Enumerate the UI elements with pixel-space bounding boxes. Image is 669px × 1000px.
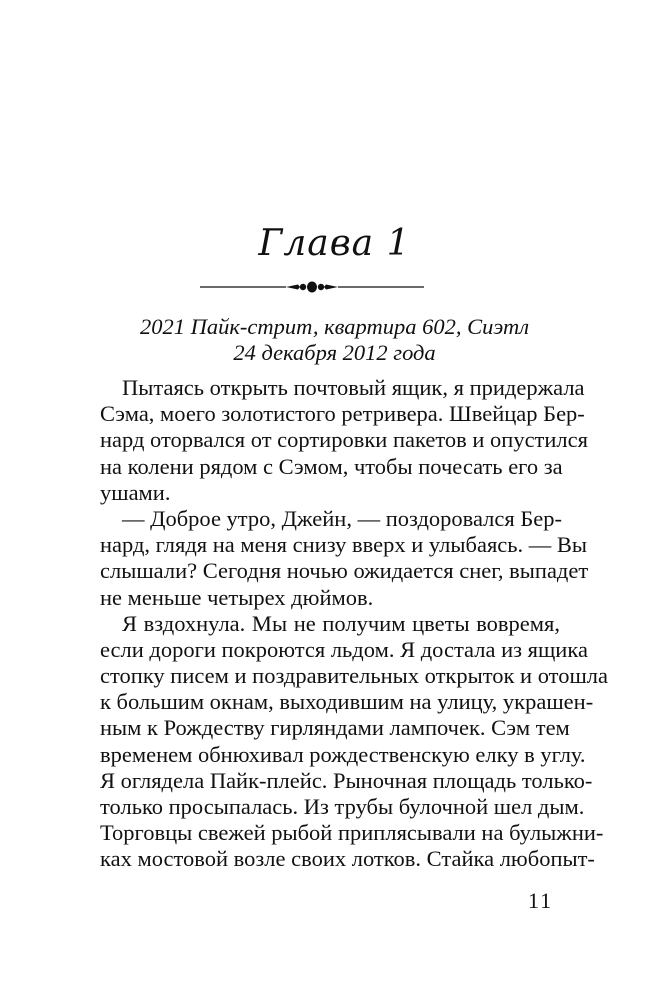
text-line: ушами. xyxy=(100,479,171,505)
ornament-divider xyxy=(200,278,424,296)
text-line: ным к Рождеству гирляндами лампочек. Сэм тем xyxy=(100,715,570,741)
text-line: стопку писем и поздравительных открыток и отошла xyxy=(100,663,608,689)
text-line: Сэма, моего золотистого ретривера. Швейцар Бер- xyxy=(100,401,585,427)
text-line: только просыпалась. Из трубы булочной шел дым. xyxy=(100,794,585,819)
text-line: на колени рядом с Сэмом, чтобы почесать его за xyxy=(100,453,563,479)
text-line: нард, глядя на меня снизу вверх и улыбаясь. — Вы xyxy=(100,532,588,558)
text-line: не меньше четырех дюймов. xyxy=(100,584,374,610)
text-line: Я оглядела Пайк-плейс. Рыночная площадь только- xyxy=(100,767,593,793)
text-line: ках мостовой возле своих лотков. Стайка любопыт- xyxy=(100,846,595,872)
body-text xyxy=(100,375,608,873)
text-line: Торговцы свежей рыбой приплясывали на булыжни- xyxy=(100,820,604,846)
chapter-title: Глава 1 xyxy=(258,223,411,264)
page-number: 11 xyxy=(528,888,554,913)
chapter-address: 2021 Пайк-стрит, квартира 602, Сиэтл xyxy=(139,314,530,339)
text-line: Я вздохнула. Мы не получим цветы вовремя, xyxy=(122,610,560,636)
text-line: временем обнюхивал рождественскую елку в углу. xyxy=(100,741,586,767)
text-line: нард оторвался от сортировки пакетов и опустился xyxy=(100,427,588,453)
text-line: слышали? Сегодня ночью ожидается снег, выпадет xyxy=(100,558,589,584)
text-line: если дороги покроются льдом. Я достала из ящика xyxy=(100,636,588,662)
text-line: — Доброе утро, Джейн, — поздоровался Бер- xyxy=(122,505,563,531)
text-line: к большим окнам, выходившим на улицу, украшен- xyxy=(100,689,594,715)
chapter-date: 24 декабря 2012 года xyxy=(233,340,436,365)
text-line: Пытаясь открыть почтовый ящик, я придержала xyxy=(122,375,585,400)
